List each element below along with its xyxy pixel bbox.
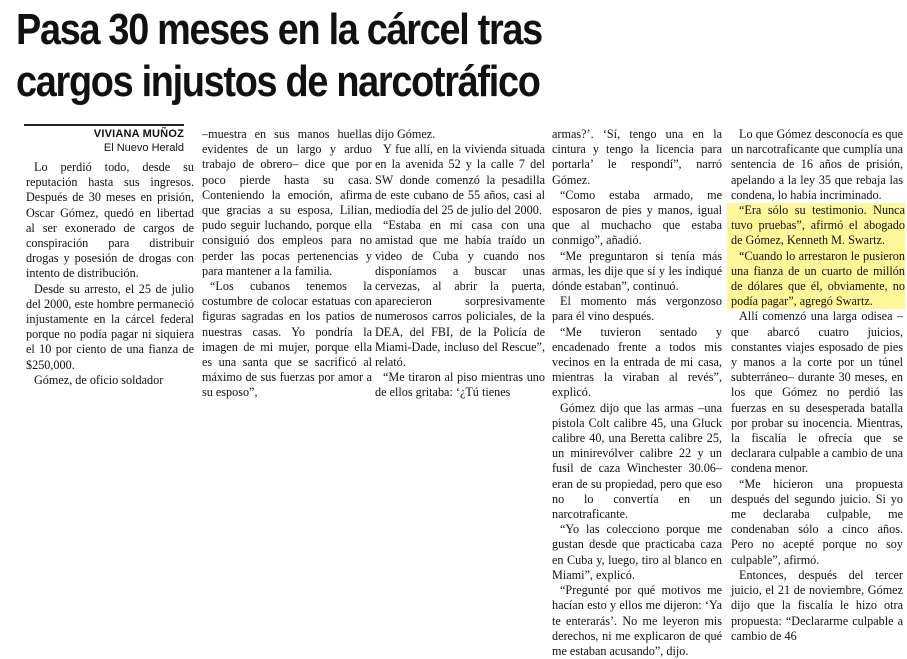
article-column-1 xyxy=(26,160,194,388)
paragraph: Entonces, después del tercer juicio, el 21 de noviembre, Gómez dijo que la fiscalía le hizo otra propuesta: “Declararme culpable a cambio de 46 xyxy=(731,567,903,643)
byline-author: VIVIANA MUÑOZ xyxy=(93,128,184,140)
paragraph: “Como estaba armado, me esposaron de pies y manos, igual que al muchacho que estaba conmigo”, añadió. xyxy=(552,187,722,248)
paragraph: “Yo las colecciono porque me gustan desde que practicaba caza en Cuba y, luego, tiro al blanco en Miami”, explicó. xyxy=(552,522,722,582)
highlighted-quote xyxy=(727,203,905,309)
paragraph: Allí comenzó una larga odisea –que abarcó cuatro juicios, constantes viajes esposado de pies y manos a la corte por un túnel subterráneo– durante 30 meses, en los que Gómez no perdió las fuerzas en su desesperada batalla por probar su inocencia. Mientras, la fiscalía le ofrecía que se declarara culpable a cambio de una condena menor. xyxy=(731,309,903,476)
article-column-5 xyxy=(731,127,903,644)
byline-outlet: El Nuevo Herald xyxy=(103,142,184,154)
paragraph: Y fue allí, en la vivienda situada en la avenida 52 y la calle 7 del SW donde comenzó la pesadilla de este cubano de 55 años, casi al mediodía del 25 de julio del 2000. xyxy=(375,142,545,218)
paragraph: armas?’. ‘Sí, tengo una en la cintura y tengo la licencia para portarla’ le respondí”, narró Gómez. xyxy=(552,127,722,187)
paragraph: “Pregunté por qué motivos me hacían esto y ellos me dijeron: ‘Ya te enterarás’. No me leyeron mis derechos, ni me explicaron de qué me estaban acusando”, dijo. xyxy=(552,583,722,658)
paragraph: Gómez, de oficio soldador xyxy=(34,372,164,387)
byline xyxy=(24,124,184,154)
paragraph: “Cuando lo arrestaron le pusieron una fianza de un cuarto de millón de dólares que él, obviamente, no podía pagar”, agregó Swartz. xyxy=(731,248,905,309)
paragraph: “Me hicieron una propuesta después del segundo juicio. Si yo me declaraba culpable, me condenaban sólo a cinco años. Pero no acepté porque no soy culpable”, afirmó. xyxy=(731,476,903,567)
paragraph: dijo Gómez. xyxy=(375,127,436,141)
article-column-4 xyxy=(552,127,722,659)
headline-line-2: cargos injustos de narcotráfico xyxy=(16,57,540,106)
article-column-3 xyxy=(375,127,545,401)
paragraph: “Me tuvieron sentado y encadenado frente a todos mis vecinos en la entrada de mi casa, mientras la viraban al revés”, explicó. xyxy=(552,324,722,400)
article-column-2 xyxy=(202,127,372,401)
headline xyxy=(16,4,773,108)
headline-line-1: Pasa 30 meses en la cárcel tras xyxy=(16,5,542,54)
paragraph: “Estaba en mi casa con una amistad que me había traído un video de Cuba y cuando nos disponíamos a buscar unas cervezas, al abrir la puerta, aparecieron sorpresivamente numerosos carros policiales, de la DEA, del FBI, de la Policía de Miami-Dade, incluso del Rescue”, relató. xyxy=(375,218,545,370)
paragraph: Gómez dijo que las armas –una pistola Colt calibre 45, una Gluck calibre 40, una Beretta calibre 25, un minirevólver calibre 22 y un fusil de caza Winchester 30.06– eran de su propiedad, pero que eso no lo convertía en un narcotraficante. xyxy=(552,400,722,522)
paragraph: El momento más vergonzoso para él vino después. xyxy=(552,294,722,324)
paragraph: Lo que Gómez desconocía es que un narcotraficante que cumplía una sentencia de 16 años de prisión, apelando a la ley 35 que rebaja las condena, lo había incriminado. xyxy=(731,127,903,202)
paragraph: Desde su arresto, el 25 de julio del 2000, este hombre permaneció injustamente en la cárcel federal porque no podía pagar ni siquiera el 10 por ciento de una fianza de $250,000. xyxy=(26,281,194,372)
paragraph: “Los cubanos tenemos la costumbre de colocar estatuas con figuras sagradas en los patios de nuestras casas. Yo pondría la imagen de mi mujer, porque ella es una santa que se sacrificó al máximo de sus fuerzas por amor a su esposo”, xyxy=(202,279,372,400)
paragraph: “Me tiraron al piso mientras uno de ellos gritaba: ‘¿Tú tienes xyxy=(375,370,545,400)
paragraph: “Me preguntaron si tenía más armas, les dije que sí y les indiqué dónde estaban”, continuó. xyxy=(552,248,722,294)
paragraph: Lo perdió todo, desde su reputación hasta sus ingresos. Después de 30 meses en prisión, Oscar Gómez, quedó en libertad al ser exonerado de cargos de conspiración para distribuir drogas y posesión de drogas con intento de distribución. xyxy=(26,160,194,281)
paragraph: –muestra en sus manos huellas evidentes de un largo y arduo trabajo de obrero– dice que por poco pierde hasta su casa. Conteniendo la emoción, afirma que gracias a su esposa, Lilian, pudo seguir luchando, porque ella consiguió dos empleos para no perder las pocas pertenencias y para mantener a la familia. xyxy=(202,127,372,278)
paragraph: “Era sólo su testimonio. Nunca tuvo pruebas”, afirmó el abogado de Gómez, Kenneth M. Swartz. xyxy=(731,203,905,248)
